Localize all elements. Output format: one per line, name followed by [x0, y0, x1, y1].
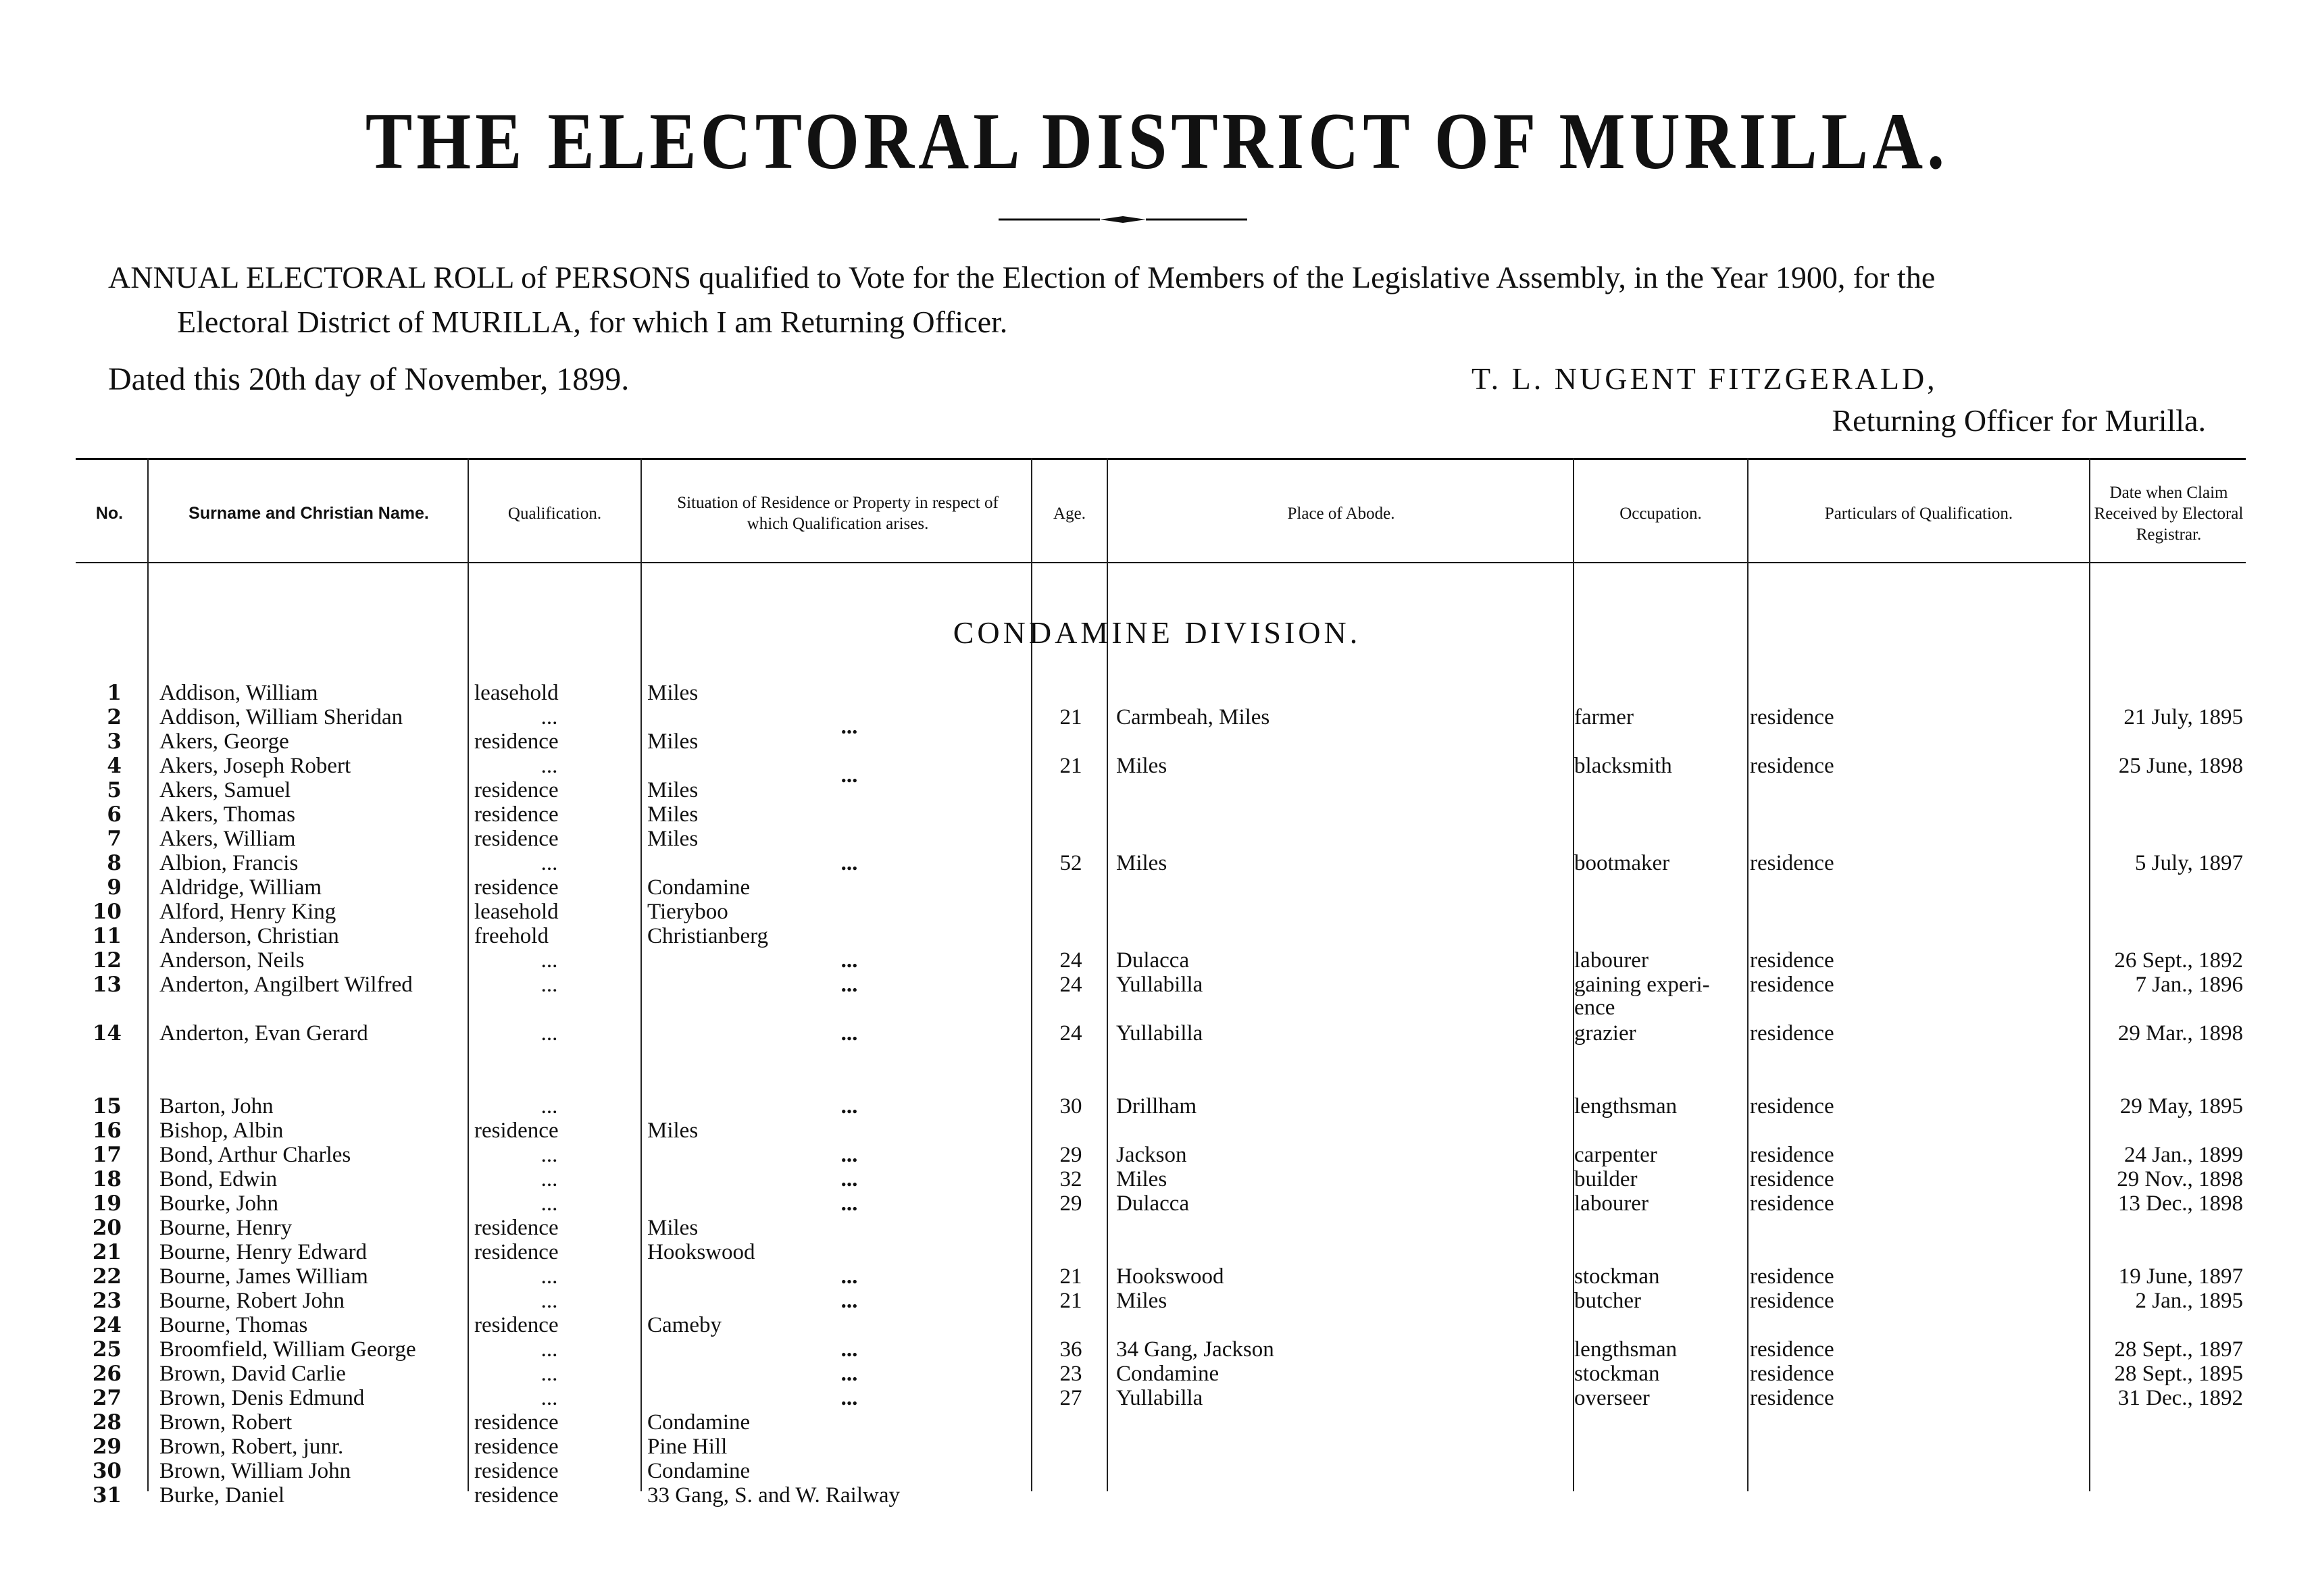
row-situation: ...	[840, 851, 858, 875]
row-abode: Miles	[1116, 1289, 1167, 1313]
row-number: 13	[92, 973, 122, 997]
row-qualification: freehold	[474, 924, 549, 948]
row-number: 22	[92, 1264, 122, 1289]
row-occupation: butcher	[1574, 1289, 1641, 1313]
row-name: Bourne, Robert John	[159, 1289, 345, 1313]
row-number: 19	[92, 1191, 122, 1216]
row-date: 29 Nov., 1898	[2117, 1167, 2243, 1191]
row-date: 2 Jan., 1895	[2135, 1289, 2243, 1313]
row-qualification: residence	[474, 1435, 559, 1459]
row-occupation: labourer	[1574, 948, 1649, 973]
row-number: 30	[92, 1459, 122, 1483]
row-situation: Miles	[647, 827, 699, 851]
signer-name: T. L. NUGENT FITZGERALD,	[1472, 361, 1938, 396]
row-abode: Drillham	[1116, 1094, 1197, 1118]
row-name: Akers, Thomas	[159, 802, 296, 827]
row-particulars: residence	[1750, 1386, 1834, 1410]
row-name: Akers, Joseph Robert	[159, 754, 351, 778]
col-divider	[147, 458, 149, 1491]
row-qualification: ...	[540, 1094, 558, 1118]
row-age: 21	[1059, 1289, 1082, 1313]
row-abode: Dulacca	[1116, 948, 1190, 973]
row-date: 7 Jan., 1896	[2135, 973, 2243, 997]
row-qualification: residence	[474, 778, 559, 802]
row-number: 24	[92, 1313, 122, 1337]
intro-line-1: ANNUAL ELECTORAL ROLL of PERSONS qualified to Vote for the Election of Members of the Legislative Assembly, in the Year 1900, for the	[108, 260, 1936, 294]
row-name: Brown, David Carlie	[159, 1362, 346, 1386]
ornament-divider	[999, 215, 1247, 224]
row-qualification: leasehold	[474, 681, 559, 705]
row-date: 21 July, 1895	[2123, 705, 2243, 729]
row-age: 36	[1059, 1337, 1082, 1362]
header-date: Date when Claim Received by Electoral Registrar.	[2094, 483, 2244, 544]
row-date: 29 Mar., 1898	[2117, 1021, 2243, 1046]
row-situation: ...	[840, 1143, 858, 1167]
row-age: 23	[1059, 1362, 1082, 1386]
row-name: Akers, George	[159, 729, 289, 754]
intro-line-2: Electoral District of MURILLA, for which I am Returning Officer.	[177, 305, 1008, 339]
row-situation: ...	[840, 973, 858, 997]
row-qualification: ...	[540, 1264, 558, 1289]
row-situation: ...	[840, 1264, 858, 1289]
row-age: 24	[1059, 1021, 1082, 1046]
row-occupation: stockman	[1574, 1362, 1660, 1386]
row-number: 17	[92, 1143, 122, 1167]
row-particulars: residence	[1750, 851, 1834, 875]
row-name: Brown, Denis Edmund	[159, 1386, 365, 1410]
row-name: Barton, John	[159, 1094, 274, 1118]
row-qualification: residence	[474, 1118, 559, 1143]
header-abode: Place of Abode.	[1287, 504, 1395, 523]
row-occupation: lengthsman	[1574, 1094, 1678, 1118]
row-name: Brown, William John	[159, 1459, 351, 1483]
row-occupation: labourer	[1574, 1191, 1649, 1216]
row-qualification: residence	[474, 875, 559, 900]
signer-role: Returning Officer for Murilla.	[1832, 403, 2206, 438]
row-qualification: ...	[540, 948, 558, 973]
row-number: 16	[92, 1118, 122, 1143]
row-abode: Miles	[1116, 1167, 1167, 1191]
col-divider	[1747, 458, 1749, 1491]
row-qualification: residence	[474, 1483, 559, 1508]
row-situation: ...	[840, 715, 858, 739]
row-name: Bourke, John	[159, 1191, 278, 1216]
row-name: Anderton, Angilbert Wilfred	[159, 973, 413, 997]
row-occupation: farmer	[1574, 705, 1634, 729]
row-qualification: ...	[540, 705, 558, 729]
row-number: 2	[107, 705, 122, 729]
row-particulars: residence	[1750, 1362, 1834, 1386]
row-particulars: residence	[1750, 1337, 1834, 1362]
header-age: Age.	[1053, 504, 1086, 523]
row-name: Bourne, Thomas	[159, 1313, 308, 1337]
row-qualification: ...	[540, 1337, 558, 1362]
row-number: 21	[92, 1240, 122, 1264]
row-qualification: ...	[540, 1386, 558, 1410]
row-age: 21	[1059, 754, 1082, 778]
row-situation: Pine Hill	[647, 1435, 728, 1459]
row-age: 21	[1059, 705, 1082, 729]
row-date: 28 Sept., 1895	[2114, 1362, 2243, 1386]
header-name: Surname and Christian Name.	[188, 503, 429, 523]
row-number: 25	[92, 1337, 122, 1362]
row-name: Alford, Henry King	[159, 900, 336, 924]
row-qualification: ...	[540, 851, 558, 875]
col-divider	[640, 458, 642, 1491]
row-occupation: stockman	[1574, 1264, 1660, 1289]
row-date: 5 July, 1897	[2134, 851, 2243, 875]
row-particulars: residence	[1750, 1021, 1834, 1046]
row-date: 28 Sept., 1897	[2114, 1337, 2243, 1362]
row-situation: ...	[840, 1362, 858, 1386]
row-date: 29 May, 1895	[2119, 1094, 2243, 1118]
row-situation: ...	[840, 1337, 858, 1362]
row-qualification: ...	[540, 1021, 558, 1046]
row-age: 24	[1059, 948, 1082, 973]
dated-line: Dated this 20th day of November, 1899.	[108, 361, 630, 397]
row-name: Akers, Samuel	[159, 778, 291, 802]
row-occupation: grazier	[1574, 1021, 1636, 1046]
row-situation: ...	[840, 763, 858, 788]
row-situation: Miles	[647, 778, 699, 802]
row-occupation: overseer	[1574, 1386, 1650, 1410]
header-qualification: Qualification.	[507, 504, 602, 523]
row-qualification: residence	[474, 1313, 559, 1337]
col-divider	[1107, 458, 1108, 1491]
row-particulars: residence	[1750, 1094, 1834, 1118]
row-date: 26 Sept., 1892	[2114, 948, 2243, 973]
row-situation: ...	[840, 1191, 858, 1216]
row-date: 31 Dec., 1892	[2117, 1386, 2243, 1410]
row-number: 18	[92, 1167, 122, 1191]
row-name: Burke, Daniel	[159, 1483, 285, 1508]
row-number: 29	[92, 1435, 122, 1459]
row-name: Anderson, Neils	[159, 948, 305, 973]
row-age: 27	[1059, 1386, 1082, 1410]
table-top-rule	[76, 458, 2246, 460]
row-abode: Miles	[1116, 851, 1167, 875]
row-qualification: ...	[540, 1191, 558, 1216]
row-name: Bourne, Henry	[159, 1216, 293, 1240]
row-number: 3	[107, 729, 122, 754]
header-particulars: Particulars of Qualification.	[1824, 504, 2013, 523]
row-age: 52	[1059, 851, 1082, 875]
row-number: 14	[92, 1021, 122, 1046]
row-occupation: carpenter	[1574, 1143, 1657, 1167]
row-name: Aldridge, William	[159, 875, 322, 900]
row-abode: Condamine	[1116, 1362, 1219, 1386]
row-date: 24 Jan., 1899	[2124, 1143, 2243, 1167]
row-occupation: builder	[1574, 1167, 1638, 1191]
row-particulars: residence	[1750, 705, 1834, 729]
row-abode: 34 Gang, Jackson	[1116, 1337, 1274, 1362]
row-number: 10	[92, 900, 122, 924]
row-occupation: lengthsman	[1574, 1337, 1678, 1362]
row-qualification: residence	[474, 827, 559, 851]
row-number: 5	[107, 778, 122, 802]
header-occupation: Occupation.	[1619, 504, 1702, 523]
row-date: 13 Dec., 1898	[2117, 1191, 2243, 1216]
row-qualification: ...	[540, 1289, 558, 1313]
row-abode: Jackson	[1116, 1143, 1187, 1167]
row-abode: Hookswood	[1116, 1264, 1224, 1289]
row-qualification: residence	[474, 729, 559, 754]
row-abode: Dulacca	[1116, 1191, 1190, 1216]
row-occupation-cont: ence	[1574, 996, 1615, 1020]
row-situation: ...	[840, 1289, 858, 1313]
row-situation: Hookswood	[647, 1240, 755, 1264]
row-situation: Miles	[647, 729, 699, 754]
row-particulars: residence	[1750, 754, 1834, 778]
row-situation: Condamine	[647, 1459, 751, 1483]
row-number: 12	[92, 948, 122, 973]
row-name: Brown, Robert, junr.	[159, 1435, 344, 1459]
row-name: Brown, Robert	[159, 1410, 293, 1435]
row-number: 31	[92, 1483, 122, 1508]
row-name: Bond, Arthur Charles	[159, 1143, 351, 1167]
table-header-rule	[76, 562, 2246, 563]
division-heading: CONDAMINE DIVISION.	[953, 615, 1361, 650]
row-situation: ...	[840, 1021, 858, 1046]
row-name: Addison, William	[159, 681, 318, 705]
row-occupation: gaining experi-	[1574, 973, 1710, 997]
row-qualification: ...	[540, 973, 558, 997]
row-occupation: blacksmith	[1574, 754, 1672, 778]
row-name: Bourne, James William	[159, 1264, 368, 1289]
row-number: 9	[107, 875, 122, 900]
page-title: THE ELECTORAL DISTRICT OF MURILLA.	[365, 97, 1949, 186]
row-situation: ...	[840, 1386, 858, 1410]
row-situation: ...	[840, 1167, 858, 1191]
row-qualification: residence	[474, 1410, 559, 1435]
row-number: 6	[107, 802, 122, 827]
row-qualification: residence	[474, 1240, 559, 1264]
row-number: 8	[107, 851, 122, 875]
row-qualification: residence	[474, 1459, 559, 1483]
row-number: 7	[107, 827, 122, 851]
row-particulars: residence	[1750, 973, 1834, 997]
row-number: 15	[92, 1094, 122, 1118]
row-particulars: residence	[1750, 1264, 1834, 1289]
row-name: Albion, Francis	[159, 851, 299, 875]
row-name: Bourne, Henry Edward	[159, 1240, 367, 1264]
row-situation: Condamine	[647, 875, 751, 900]
row-abode: Carmbeah, Miles	[1116, 705, 1270, 729]
col-divider	[1031, 458, 1032, 1491]
row-name: Bishop, Albin	[159, 1118, 284, 1143]
row-qualification: residence	[474, 1216, 559, 1240]
row-situation: Miles	[647, 1216, 699, 1240]
row-number: 26	[92, 1362, 122, 1386]
row-age: 32	[1059, 1167, 1082, 1191]
row-qualification: leasehold	[474, 900, 559, 924]
row-number: 1	[107, 681, 122, 705]
row-situation: Cameby	[647, 1313, 722, 1337]
row-number: 4	[107, 754, 122, 778]
header-no: No.	[95, 503, 124, 523]
row-number: 27	[92, 1386, 122, 1410]
row-situation: Miles	[647, 681, 699, 705]
row-situation: Tieryboo	[647, 900, 728, 924]
row-age: 24	[1059, 973, 1082, 997]
row-number: 23	[92, 1289, 122, 1313]
row-number: 20	[92, 1216, 122, 1240]
row-particulars: residence	[1750, 1289, 1834, 1313]
row-name: Bond, Edwin	[159, 1167, 278, 1191]
row-qualification: ...	[540, 1143, 558, 1167]
row-number: 11	[92, 924, 122, 948]
row-age: 29	[1059, 1191, 1082, 1216]
row-name: Anderson, Christian	[159, 924, 339, 948]
row-qualification: residence	[474, 802, 559, 827]
row-particulars: residence	[1750, 948, 1834, 973]
row-particulars: residence	[1750, 1191, 1834, 1216]
row-age: 30	[1059, 1094, 1082, 1118]
row-particulars: residence	[1750, 1167, 1834, 1191]
row-particulars: residence	[1750, 1143, 1834, 1167]
row-number: 28	[92, 1410, 122, 1435]
row-situation: ...	[840, 1094, 858, 1118]
row-situation: Miles	[647, 802, 699, 827]
row-occupation: bootmaker	[1574, 851, 1670, 875]
row-situation: Miles	[647, 1118, 699, 1143]
col-divider	[468, 458, 469, 1491]
row-qualification: ...	[540, 754, 558, 778]
header-situation: Situation of Residence or Property in respect of which Qualification arises.	[677, 494, 999, 533]
row-abode: Yullabilla	[1116, 973, 1203, 997]
row-abode: Miles	[1116, 754, 1167, 778]
row-qualification: ...	[540, 1362, 558, 1386]
row-name: Addison, William Sheridan	[159, 705, 403, 729]
row-abode: Yullabilla	[1116, 1021, 1203, 1046]
row-name: Anderton, Evan Gerard	[159, 1021, 368, 1046]
row-situation: Christianberg	[647, 924, 769, 948]
row-situation: 33 Gang, S. and W. Railway	[647, 1483, 900, 1508]
row-date: 25 June, 1898	[2118, 754, 2243, 778]
row-qualification: ...	[540, 1167, 558, 1191]
row-date: 19 June, 1897	[2118, 1264, 2243, 1289]
row-situation: Condamine	[647, 1410, 751, 1435]
row-name: Broomfield, William George	[159, 1337, 416, 1362]
row-age: 29	[1059, 1143, 1082, 1167]
row-abode: Yullabilla	[1116, 1386, 1203, 1410]
row-age: 21	[1059, 1264, 1082, 1289]
row-situation: ...	[840, 948, 858, 973]
row-name: Akers, William	[159, 827, 296, 851]
